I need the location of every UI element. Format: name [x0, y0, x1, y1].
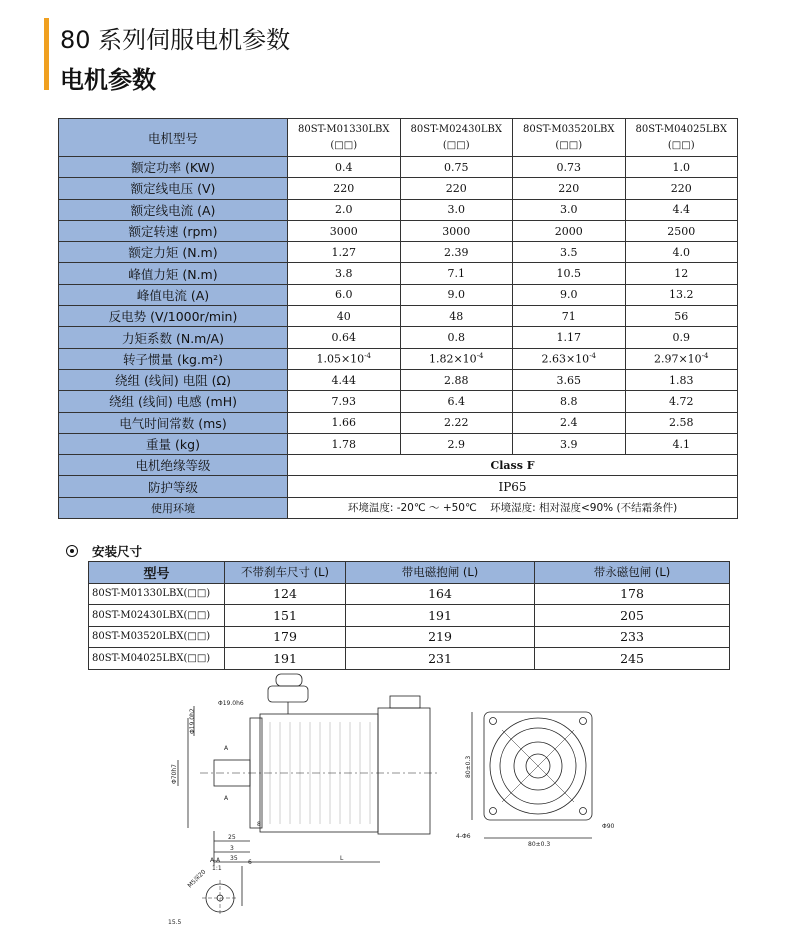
- spec-value: 4.72: [625, 391, 738, 412]
- spec-label: 防护等级: [59, 476, 288, 497]
- model-col-4: [625, 119, 738, 157]
- spec-row: [59, 220, 738, 241]
- dim-label: 6: [248, 859, 252, 866]
- dims-header: 型号: [89, 562, 225, 584]
- dim-label: 15.5: [168, 919, 182, 926]
- spec-value: 13.2: [625, 284, 738, 305]
- dim-label: 80±0.3: [528, 841, 551, 848]
- spec-label: 额定转速 (rpm): [59, 220, 288, 241]
- spec-value: 2.9: [400, 433, 513, 454]
- spec-value: 7.1: [400, 263, 513, 284]
- spec-value: 3.5: [513, 242, 626, 263]
- spec-value: 40: [288, 306, 401, 327]
- dims-value: 124: [225, 583, 346, 605]
- dims-value: 205: [535, 605, 730, 627]
- dims-header: 带电磁抱闸 (L): [346, 562, 535, 584]
- bolt-hole: [490, 718, 497, 725]
- spec-row: [59, 178, 738, 199]
- spec-label: 绕组 (线间) 电感 (mH): [59, 391, 288, 412]
- model-col-2: [400, 119, 513, 157]
- page-title: 80 系列伺服电机参数: [60, 26, 291, 54]
- spec-value: [625, 348, 738, 369]
- spec-row: [59, 306, 738, 327]
- spec-value: 1.78: [288, 433, 401, 454]
- target-icon: [66, 545, 78, 557]
- inertia-exponent: -4: [364, 351, 372, 360]
- dim-label: 25: [228, 834, 236, 841]
- dims-model: 80ST-M02430LBX(□□): [89, 605, 225, 627]
- dim-label: Φ70h7: [171, 764, 178, 784]
- model-name: 80ST-M04025LBX: [635, 123, 727, 135]
- dim-label: 4-Φ6: [456, 833, 471, 840]
- dim-label: Φ90: [602, 823, 615, 830]
- motor-spec-table: [58, 118, 738, 519]
- spec-value: 3.65: [513, 369, 626, 390]
- model-col-3: [513, 119, 626, 157]
- spec-row-inertia: [59, 348, 738, 369]
- spec-row: [59, 412, 738, 433]
- dim-label: A: [224, 745, 229, 752]
- dim-label: L: [340, 855, 344, 862]
- encoder-cap: [390, 696, 420, 708]
- dims-value: 151: [225, 605, 346, 627]
- spec-value: 0.4: [288, 157, 401, 178]
- spec-label: 电机绝缘等级: [59, 455, 288, 476]
- motor-front-view: [456, 712, 615, 848]
- spec-value: 10.5: [513, 263, 626, 284]
- spec-value: 12: [625, 263, 738, 284]
- dim-label: A-A: [210, 857, 221, 864]
- spec-row: [59, 263, 738, 284]
- dims-row: [89, 605, 730, 627]
- spec-value: 3.0: [513, 199, 626, 220]
- spec-value: 4.44: [288, 369, 401, 390]
- spec-label: 额定线电流 (A): [59, 199, 288, 220]
- inertia-mantissa: 1.05×10: [316, 352, 365, 366]
- spec-label: 重量 (kg): [59, 433, 288, 454]
- spec-value: 0.64: [288, 327, 401, 348]
- spec-row: [59, 242, 738, 263]
- spec-row: [59, 157, 738, 178]
- dims-value: 233: [535, 626, 730, 648]
- model-col-1: [288, 119, 401, 157]
- motor-side-view: [171, 674, 440, 866]
- bolt-hole: [580, 808, 587, 815]
- dim-label: Φ19.0h2: [189, 708, 196, 734]
- spec-value: 3000: [400, 220, 513, 241]
- spec-value: 56: [625, 306, 738, 327]
- spec-label: 绕组 (线间) 电阻 (Ω): [59, 369, 288, 390]
- dim-label: 1:1: [212, 865, 222, 872]
- dims-value: 231: [346, 648, 535, 670]
- spec-value: [513, 348, 626, 369]
- spec-value: 2.39: [400, 242, 513, 263]
- spec-value: 2500: [625, 220, 738, 241]
- spec-value: 8.8: [513, 391, 626, 412]
- dims-model: 80ST-M04025LBX(□□): [89, 648, 225, 670]
- spec-value: [288, 348, 401, 369]
- spec-header-label: 电机型号: [59, 119, 288, 157]
- install-section-title: 安装尺寸: [92, 544, 143, 559]
- spec-value: [400, 348, 513, 369]
- spec-row: [59, 433, 738, 454]
- spec-value: 220: [513, 178, 626, 199]
- spec-value: 1.17: [513, 327, 626, 348]
- page-subtitle: 电机参数: [60, 66, 156, 94]
- spec-label: 使用环境: [59, 497, 288, 518]
- spec-label: 额定功率 (KW): [59, 157, 288, 178]
- spec-value: 220: [400, 178, 513, 199]
- spec-value: 2.22: [400, 412, 513, 433]
- install-section-heading: [66, 542, 142, 560]
- spec-row-insulation: [59, 455, 738, 476]
- dims-value: 178: [535, 583, 730, 605]
- spec-row: [59, 369, 738, 390]
- section-a-a: [168, 857, 252, 926]
- spec-value: 7.93: [288, 391, 401, 412]
- inertia-exponent: -4: [476, 351, 484, 360]
- spec-value: 1.83: [625, 369, 738, 390]
- spec-value: 6.4: [400, 391, 513, 412]
- spec-row: [59, 199, 738, 220]
- dim-label: 3: [230, 845, 234, 852]
- spec-value: IP65: [288, 476, 738, 497]
- spec-label: 电气时间常数 (ms): [59, 412, 288, 433]
- inertia-mantissa: 2.97×10: [653, 352, 702, 366]
- dims-value: 245: [535, 648, 730, 670]
- spec-value: 1.66: [288, 412, 401, 433]
- dims-header: 带永磁包闸 (L): [535, 562, 730, 584]
- spec-label: 额定线电压 (V): [59, 178, 288, 199]
- spec-value: 71: [513, 306, 626, 327]
- dims-value: 219: [346, 626, 535, 648]
- spec-row-environment: [59, 497, 738, 518]
- spec-value: 2.4: [513, 412, 626, 433]
- spec-value: 3.8: [288, 263, 401, 284]
- spec-label: 力矩系数 (N.m/A): [59, 327, 288, 348]
- dims-value: 191: [346, 605, 535, 627]
- dims-row: [89, 626, 730, 648]
- dims-model: 80ST-M03520LBX(□□): [89, 626, 225, 648]
- spec-value: 2000: [513, 220, 626, 241]
- spec-label: 反电势 (V/1000r/min): [59, 306, 288, 327]
- bolt-hole: [580, 718, 587, 725]
- spec-value: 0.75: [400, 157, 513, 178]
- inertia-exponent: -4: [701, 351, 709, 360]
- install-dimensions-table: [88, 561, 730, 670]
- spec-value: 3.0: [400, 199, 513, 220]
- connector-outline: [268, 686, 308, 702]
- spec-value: 9.0: [400, 284, 513, 305]
- motor-dimension-drawing: [150, 666, 630, 928]
- dims-value: 191: [225, 648, 346, 670]
- model-suffix: (□□): [555, 139, 583, 151]
- model-suffix: (□□): [667, 139, 695, 151]
- spec-value: 3.9: [513, 433, 626, 454]
- spec-label: 转子惯量 (kg.m²): [59, 348, 288, 369]
- spec-value: 3000: [288, 220, 401, 241]
- dim-label: A: [224, 795, 229, 802]
- spec-value: 2.0: [288, 199, 401, 220]
- dims-header-row: [89, 562, 730, 584]
- dims-header: 不带刹车尺寸 (L): [225, 562, 346, 584]
- spec-label: 峰值力矩 (N.m): [59, 263, 288, 284]
- model-suffix: (□□): [330, 139, 358, 151]
- spec-value: 1.0: [625, 157, 738, 178]
- spec-value: 9.0: [513, 284, 626, 305]
- model-suffix: (□□): [442, 139, 470, 151]
- heading-accent-bar: [44, 18, 49, 90]
- dims-row: [89, 583, 730, 605]
- spec-value: 0.73: [513, 157, 626, 178]
- dim-label: M5深20: [186, 868, 208, 890]
- dim-label: 35: [230, 855, 238, 862]
- spec-label: 额定力矩 (N.m): [59, 242, 288, 263]
- spec-value: 2.88: [400, 369, 513, 390]
- spec-value: 0.8: [400, 327, 513, 348]
- dim-label: 80±0.3: [465, 755, 472, 778]
- spec-label: 峰值电流 (A): [59, 284, 288, 305]
- spec-value: 6.0: [288, 284, 401, 305]
- spec-header-row: [59, 119, 738, 157]
- spec-value: 4.0: [625, 242, 738, 263]
- inertia-mantissa: 2.63×10: [541, 352, 590, 366]
- spec-value: Class F: [288, 455, 738, 476]
- bolt-hole: [490, 808, 497, 815]
- motor-rear-cover: [378, 708, 430, 834]
- dims-value: 164: [346, 583, 535, 605]
- spec-row: [59, 391, 738, 412]
- spec-value: 0.9: [625, 327, 738, 348]
- spec-value: 4.1: [625, 433, 738, 454]
- spec-row: [59, 284, 738, 305]
- spec-row: [59, 327, 738, 348]
- model-name: 80ST-M01330LBX: [298, 123, 390, 135]
- spec-value: 1.27: [288, 242, 401, 263]
- dims-model: 80ST-M01330LBX(□□): [89, 583, 225, 605]
- dim-label: Φ19.0h6: [218, 700, 244, 707]
- spec-value: 环境温度: -20℃ ～ +50℃ 环境湿度: 相对湿度<90% (不结霜条件): [288, 497, 738, 518]
- spec-value: 2.58: [625, 412, 738, 433]
- spec-value: 4.4: [625, 199, 738, 220]
- cable-outline: [276, 674, 302, 686]
- dims-value: 179: [225, 626, 346, 648]
- spec-value: 220: [625, 178, 738, 199]
- dim-label: 8: [257, 821, 261, 828]
- spec-value: 220: [288, 178, 401, 199]
- inertia-mantissa: 1.82×10: [428, 352, 477, 366]
- spec-value: 48: [400, 306, 513, 327]
- model-name: 80ST-M03520LBX: [523, 123, 615, 135]
- model-name: 80ST-M02430LBX: [410, 123, 502, 135]
- inertia-exponent: -4: [589, 351, 597, 360]
- spec-row-protection: [59, 476, 738, 497]
